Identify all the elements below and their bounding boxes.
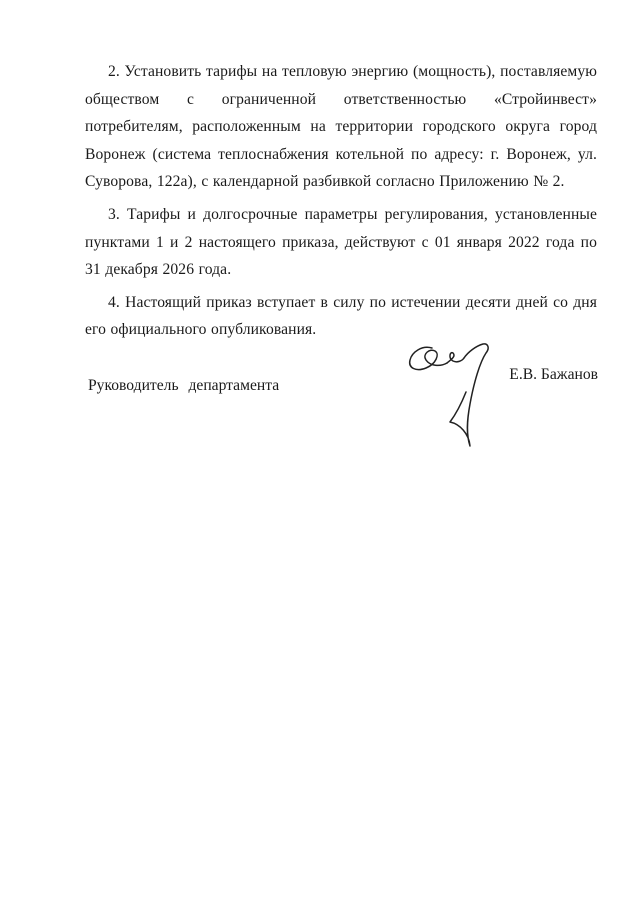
signature-middle-stroke <box>447 353 464 363</box>
handwritten-signature <box>406 342 510 448</box>
paragraph-2: 2. Установить тарифы на тепловую энергию (мощность), поставляемую обществом с ограниченной ответственностью «Стройинвест» потребителям, расположенным на территории городского округа город Воронеж (система теплоснабжения котельной по адресу: г. Воронеж, ул. Суворова, 122а), с календарной разбивкой согласно Приложению № 2. <box>85 63 597 191</box>
signature-tail-stroke <box>450 344 488 446</box>
signer-position: Руководитель департамента <box>88 377 280 394</box>
document-body <box>85 58 597 344</box>
signature-loop-stroke <box>410 347 447 369</box>
paragraph-3: 3. Тарифы и долгосрочные параметры регулирования, установленные пунктами 1 и 2 настоящего приказа, действуют с 01 января 2022 года по 31 декабря 2026 года. <box>85 205 597 279</box>
paragraph-4: 4. Настоящий приказ вступает в силу по истечении десяти дней со дня его официального опубликования. <box>85 293 597 339</box>
signature-block <box>88 366 598 452</box>
signer-name: Е.В. Бажанов <box>509 366 598 383</box>
